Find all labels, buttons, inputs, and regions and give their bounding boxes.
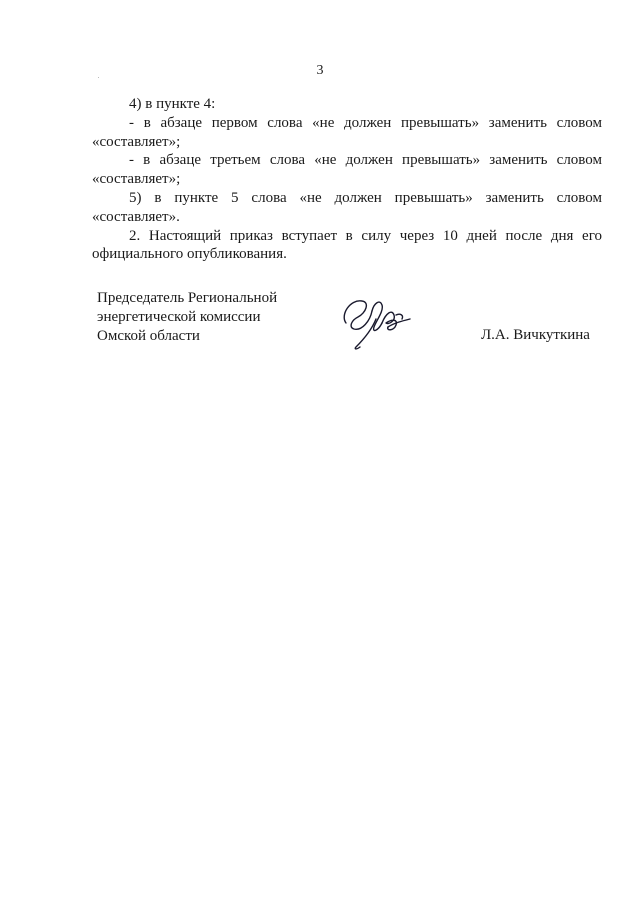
paragraph-item-4-abzac-3: - в абзаце третьем слова «не должен превышать» заменить словом «составляет»; [92,152,602,188]
page-number: 3 [316,63,324,78]
handwritten-signature [336,293,414,351]
paragraph-item-5: 5) в пункте 5 слова «не должен превышать» заменить словом «составляет». [92,189,602,225]
paragraph-item-4: 4) в пункте 4: [129,96,216,112]
signatory-position [97,289,277,345]
signatory-position-line: Омской области [97,327,200,344]
paragraph-effective-date: 2. Настоящий приказ вступает в силу через 10 дней после дня его официального опубликования. [92,227,602,263]
paragraph-item-4-abzac-1: - в абзаце первом слова «не должен превышать» заменить словом «составляет»; [92,114,602,150]
signatory-name: Л.А. Вичкуткина [481,327,590,343]
signatory-position-line: Председатель Региональной [97,290,278,306]
document-body [92,95,602,264]
signatory-position-line: энергетической комиссии [97,308,261,325]
